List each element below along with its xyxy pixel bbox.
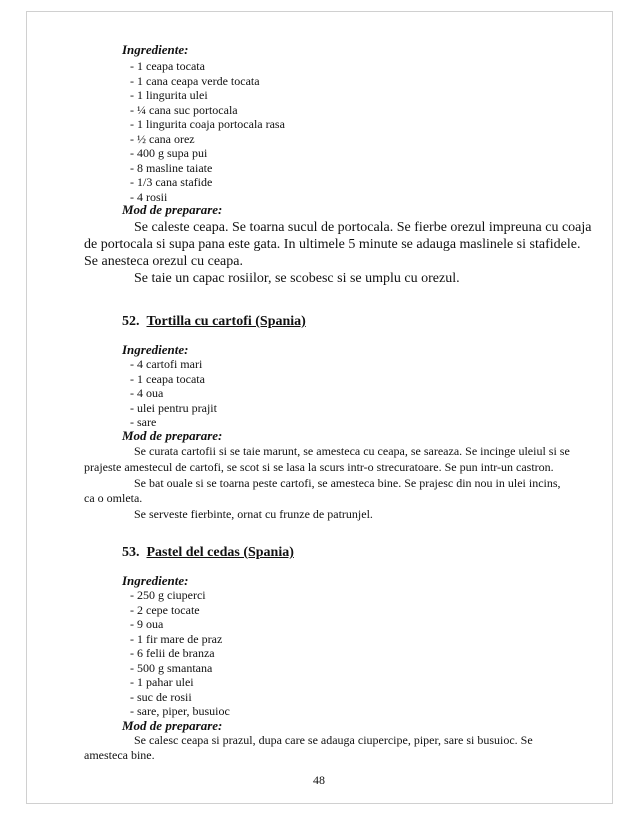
list-item: - 4 rosii xyxy=(130,189,168,204)
list-item: - suc de rosii xyxy=(130,689,192,704)
method-line: ca o omleta. xyxy=(84,491,143,505)
ingredients-list-1 xyxy=(130,59,285,204)
list-item: - 1 pahar ulei xyxy=(130,675,194,689)
list-item: - 1 lingurita coaja portocala rasa xyxy=(130,117,285,131)
list-item: - ½ cana orez xyxy=(130,131,195,146)
list-item: - 4 oua xyxy=(130,386,164,400)
list-item: - 1 ceapa tocata xyxy=(130,371,205,386)
list-item: - 1 ceapa tocata xyxy=(130,59,205,73)
recipe-title-52 xyxy=(122,314,306,330)
recipe-name: Tortilla cu cartofi (Spania) xyxy=(146,314,306,329)
method-line: Se taie un capac rosiilor, se scobesc si se umplu cu orezul. xyxy=(134,271,460,286)
list-item: - 2 cepe tocate xyxy=(130,602,200,617)
list-item: - 1 lingurita ulei xyxy=(130,88,208,102)
method-label-3: Mod de preparare: xyxy=(122,718,223,733)
method-label-2: Mod de preparare: xyxy=(122,428,223,443)
recipe-number: 53. xyxy=(122,545,140,560)
method-line: Se curata cartofii si se taie marunt, se amesteca cu ceapa, se sareaza. Se incinge uleiul si se xyxy=(134,444,570,458)
list-item: - ulei pentru prajit xyxy=(130,400,217,415)
list-item: - 1/3 cana stafide xyxy=(130,175,213,189)
list-item: - 9 oua xyxy=(130,617,164,631)
method-line: Se bat ouale si se toarna peste cartofi, se amesteca bine. Se prajesc din nou in ulei incins, xyxy=(134,476,561,490)
method-line: Se calesc ceapa si prazul, dupa care se adauga ciupercipe, piper, sare si busuioc. Se xyxy=(134,733,533,747)
ingredients-list-3 xyxy=(130,588,230,719)
recipe-number: 52. xyxy=(122,314,140,329)
method-label-1: Mod de preparare: xyxy=(122,202,223,217)
method-line: Se caleste ceapa. Se toarna sucul de portocala. Se fierbe orezul impreuna cu coaja xyxy=(134,220,592,235)
ingredients-label-1: Ingrediente: xyxy=(122,42,189,57)
ingredients-label-3: Ingrediente: xyxy=(122,573,189,588)
method-line: amesteca bine. xyxy=(84,748,155,762)
list-item: - 500 g smantana xyxy=(130,660,213,675)
page-border xyxy=(26,11,613,804)
list-item: - ¼ cana suc portocala xyxy=(130,102,238,117)
method-line: Se anesteca orezul cu ceapa. xyxy=(84,254,243,269)
method-line: Se serveste fierbinte, ornat cu frunze de patrunjel. xyxy=(134,507,373,521)
page-number: 48 xyxy=(313,773,325,787)
recipe-title-53 xyxy=(122,545,294,561)
ingredients-list-2 xyxy=(130,357,217,430)
list-item: - sare, piper, busuioc xyxy=(130,704,230,718)
list-item: - 6 felii de branza xyxy=(130,646,215,660)
list-item: - 400 g supa pui xyxy=(130,146,208,160)
ingredients-label-2: Ingrediente: xyxy=(122,342,189,357)
list-item: - sare xyxy=(130,415,157,429)
list-item: - 8 masline taiate xyxy=(130,160,213,175)
list-item: - 1 cana ceapa verde tocata xyxy=(130,73,260,88)
list-item: - 1 fir mare de praz xyxy=(130,631,223,646)
recipe-name: Pastel del cedas (Spania) xyxy=(146,545,294,560)
list-item: - 4 cartofi mari xyxy=(130,357,203,371)
method-line: prajeste amestecul de cartofi, se scot si se lasa la scurs intr-o strecuratoare. Se pun intr-un castron. xyxy=(84,460,554,474)
method-line: de portocala si supa pana este gata. In ultimele 5 minute se adauga maslinele si stafidele. xyxy=(84,237,581,252)
list-item: - 250 g ciuperci xyxy=(130,588,206,602)
